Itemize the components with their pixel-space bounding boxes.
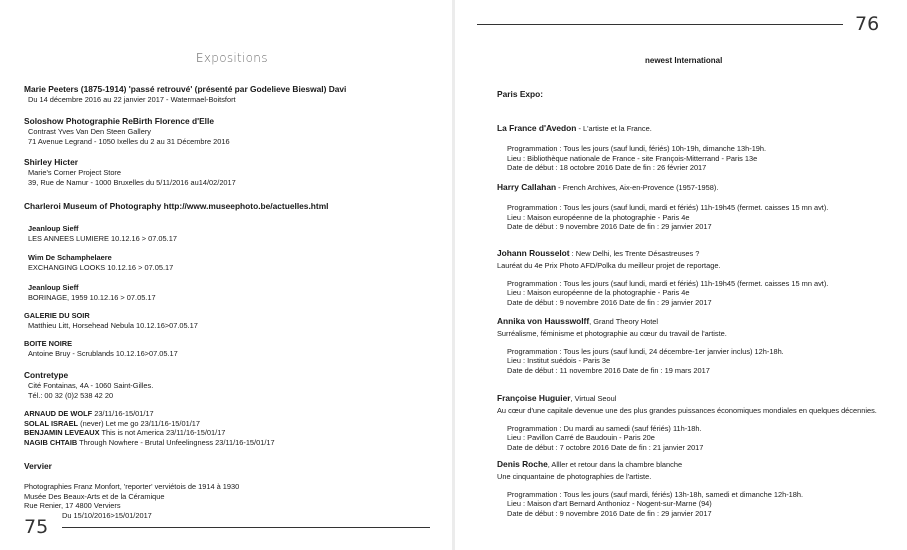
exhibition-line: BORINAGE, 1959 10.12.16 > 07.05.17	[28, 292, 156, 302]
expo-details	[497, 279, 828, 308]
expo-artist: La France d'Avedon	[497, 123, 577, 133]
expo-details	[497, 144, 766, 173]
entry-heading: Marie Peeters (1875-1914) 'passé retrouvé' (présenté par Godelieve Bieswal) Davi	[24, 84, 347, 94]
expo-subtitle: , Alller et retour dans la chambre blanche	[547, 460, 683, 469]
expo-venue: Lieu : Bibliothèque nationale de France - site François-Mitterrand - Paris 13e	[507, 153, 758, 163]
expo-title-line	[497, 243, 828, 261]
expo-venue: Lieu : Pavillon Carré de Baudouin - Paris 20e	[507, 433, 655, 443]
artist-name: Jeanloup Sieff	[28, 283, 79, 292]
expo-programme: Programmation : Tous les jours (sauf lundi, mardi et fériés) 11h-19h45 (fermet. caisses 15 mn avt).	[507, 203, 829, 212]
expo-details	[497, 203, 828, 232]
artist-text: 23/11/16-15/01/17	[92, 409, 154, 418]
expo-description: Surréalisme, féminisme et photographie au cœur du travail de l'artiste.	[497, 329, 727, 338]
artist-name: ARNAUD DE WOLF	[24, 409, 93, 418]
expo-venue: Lieu : Maison européenne de la photographie - Paris 4e	[507, 212, 690, 222]
expo-dates: Date de début : 7 octobre 2016 Date de fin : 21 janvier 2017	[507, 442, 704, 452]
exhibition-line: Matthieu Litt, Horsehead Nebula 10.12.16>07.05.17	[28, 320, 198, 330]
entry-heading-verviers: Vervier	[24, 461, 52, 471]
artist-name: SOLAL ISRAEL	[24, 418, 79, 428]
expo-entry	[497, 388, 877, 452]
expo-artist: Annika von Hausswolff	[497, 316, 590, 326]
left-page	[0, 0, 452, 550]
entry-line: Contrast Yves Van Den Steen Gallery	[28, 127, 151, 136]
expo-programme: Programmation : Tous les jours (sauf lundi, 24 décembre-1er janvier inclus) 12h-18h.	[507, 346, 784, 356]
entry-heading: Soloshow Photographie ReBirth Florence d'Elle	[24, 116, 214, 126]
expo-entry	[497, 311, 784, 375]
verviers-details	[24, 482, 239, 520]
artist-list	[24, 409, 275, 447]
charleroi-item	[28, 224, 177, 243]
entry-shirley-hicter	[24, 157, 236, 187]
entry-soloshow	[24, 116, 230, 146]
entry-line: Rue Renier, 17 4800 Verviers	[24, 501, 121, 511]
expo-title-line	[497, 177, 828, 195]
galerie-du-soir	[24, 311, 198, 330]
page-number: 76	[855, 13, 880, 35]
expo-details	[497, 347, 784, 376]
artist-line	[24, 409, 275, 419]
expo-title-line	[497, 311, 784, 329]
expo-artist: Johann Rousselot	[497, 248, 570, 258]
expo-description: Au cœur d'une capitale devenue une des plus grandes puissances économiques mondiales en quelques décennies.	[497, 406, 877, 415]
artist-text: (never) Let me go 23/11/16-15/01/17	[78, 418, 200, 428]
expo-dates: Date de début : 9 novembre 2016 Date de fin : 29 janvier 2017	[507, 297, 712, 307]
expo-programme: Programmation : Tous les jours (sauf mardi, fériés) 13h-18h, samedi et dimanche 12h-18h.	[507, 489, 804, 499]
artist-line	[24, 428, 275, 438]
expo-artist: Harry Callahan	[497, 182, 557, 192]
expo-programme: Programmation : Tous les jours (sauf lundi, mardi et fériés) 11h-19h45 (fermet. caisses 15 mn avt).	[507, 278, 829, 288]
page-number: 75	[24, 516, 49, 538]
expo-title-line	[497, 454, 803, 472]
expo-dates: Date de début : 9 novembre 2016 Date de fin : 29 janvier 2017	[507, 508, 712, 518]
expo-venue: Lieu : Maison européenne de la photographie - Paris 4e	[507, 288, 690, 298]
entry-marie-peeters	[24, 84, 346, 105]
expo-dates: Date de début : 18 octobre 2016 Date de fin : 26 février 2017	[507, 163, 707, 173]
entry-line: Photographies Franz Monfort, 'reporter' verviétois de 1914 à 1930	[24, 482, 240, 491]
artist-text: This is not America 23/11/16-15/01/17	[99, 428, 226, 438]
expo-details	[497, 424, 877, 453]
expo-entry	[497, 118, 766, 173]
entry-line: 39, Rue de Namur - 1000 Bruxelles du 5/11/2016 au14/02/2017	[28, 177, 236, 187]
artist-line	[24, 419, 275, 429]
entry-heading-charleroi: Charleroi Museum of Photography http://www.museephoto.be/actuelles.html	[24, 201, 329, 211]
expo-entry	[497, 243, 828, 307]
charleroi-item	[28, 283, 156, 302]
expo-venue: Lieu : Institut suédois - Paris 3e	[507, 356, 611, 366]
exhibition-line: Antoine Bruy - Scrublands 10.12.16>07.05.17	[28, 348, 178, 358]
artist-name: Wim De Schamphelaere	[28, 253, 112, 262]
expo-programme: Programmation : Tous les jours (sauf lundi, fériés) 10h-19h, dimanche 13h-19h.	[507, 144, 767, 153]
venue-name: BOITE NOIRE	[24, 339, 73, 348]
section-title: Paris Expo:	[497, 89, 544, 99]
entry-heading: Contretype	[24, 370, 69, 380]
boite-noire	[24, 339, 178, 358]
expo-venue: Lieu : Maison d'art Bernard Anthonioz - Nogent-sur-Marne (94)	[507, 499, 712, 509]
entry-line: Tél.: 00 32 (0)2 538 42 20	[28, 390, 114, 400]
expo-programme: Programmation : Du mardi au samedi (sauf fériés) 11h-18h.	[507, 423, 702, 433]
expo-entry	[497, 177, 828, 232]
right-page	[455, 0, 907, 550]
expo-subtitle: , Grand Theory Hotel	[589, 317, 659, 326]
expo-title-line	[497, 118, 766, 136]
entry-line: Du 15/10/2016>15/01/2017	[62, 510, 152, 520]
exhibition-line: EXCHANGING LOOKS 10.12.16 > 07.05.17	[28, 262, 174, 272]
exhibition-line: LES ANNEES LUMIERE 10.12.16 > 07.05.17	[28, 233, 177, 243]
artist-name: Jeanloup Sieff	[28, 224, 79, 233]
expo-description: Lauréat du 4e Prix Photo AFD/Polka du meilleur projet de reportage.	[497, 261, 721, 270]
entry-line: Cité Fontainas, 4A - 1060 Saint-Gilles.	[28, 381, 154, 390]
expo-dates: Date de début : 9 novembre 2016 Date de fin : 29 janvier 2017	[507, 222, 712, 232]
entry-line: Du 14 décembre 2016 au 22 janvier 2017 - Watermael-Boitsfort	[28, 95, 236, 104]
entry-line: Musée Des Beaux-Arts et de la Céramique	[24, 491, 165, 501]
expo-description: Une cinquantaine de photographies de l'artiste.	[497, 472, 652, 481]
footer-rule	[62, 527, 430, 528]
entry-line: 71 Avenue Legrand - 1050 Ixelles du 2 au 31 Décembre 2016	[28, 136, 230, 146]
expo-details	[497, 490, 803, 519]
charleroi-item	[28, 253, 173, 272]
expo-subtitle: - L'artiste et la France.	[576, 124, 652, 133]
expo-artist: Denis Roche	[497, 459, 548, 469]
expo-dates: Date de début : 11 novembre 2016 Date de fin : 19 mars 2017	[507, 365, 710, 375]
entry-heading: Shirley Hicter	[24, 157, 78, 167]
expo-subtitle: - French Archives, Aix-en-Provence (1957-1958).	[556, 183, 719, 192]
section-header: newest International	[645, 56, 723, 65]
entry-line: Marie's Corner Project Store	[28, 168, 122, 177]
expo-artist: Françoise Huguier	[497, 393, 571, 403]
artist-name: BENJAMIN LEVEAUX	[24, 428, 100, 438]
page-title: Expositions	[196, 51, 268, 65]
artist-name: NAGIB CHTAIB	[24, 437, 78, 447]
venue-name: GALERIE DU SOIR	[24, 311, 90, 320]
expo-subtitle: : New Delhi, les Trente Désastreuses ?	[569, 249, 700, 258]
expo-subtitle: , Virtual Seoul	[570, 394, 617, 403]
artist-text: Through Nowhere - Brutal Unfeelingness 23/11/16-15/01/17	[77, 437, 275, 447]
contretype	[24, 370, 153, 400]
artist-line	[24, 438, 275, 448]
expo-title-line	[497, 388, 877, 406]
expo-entry	[497, 454, 803, 518]
header-rule	[477, 24, 843, 25]
